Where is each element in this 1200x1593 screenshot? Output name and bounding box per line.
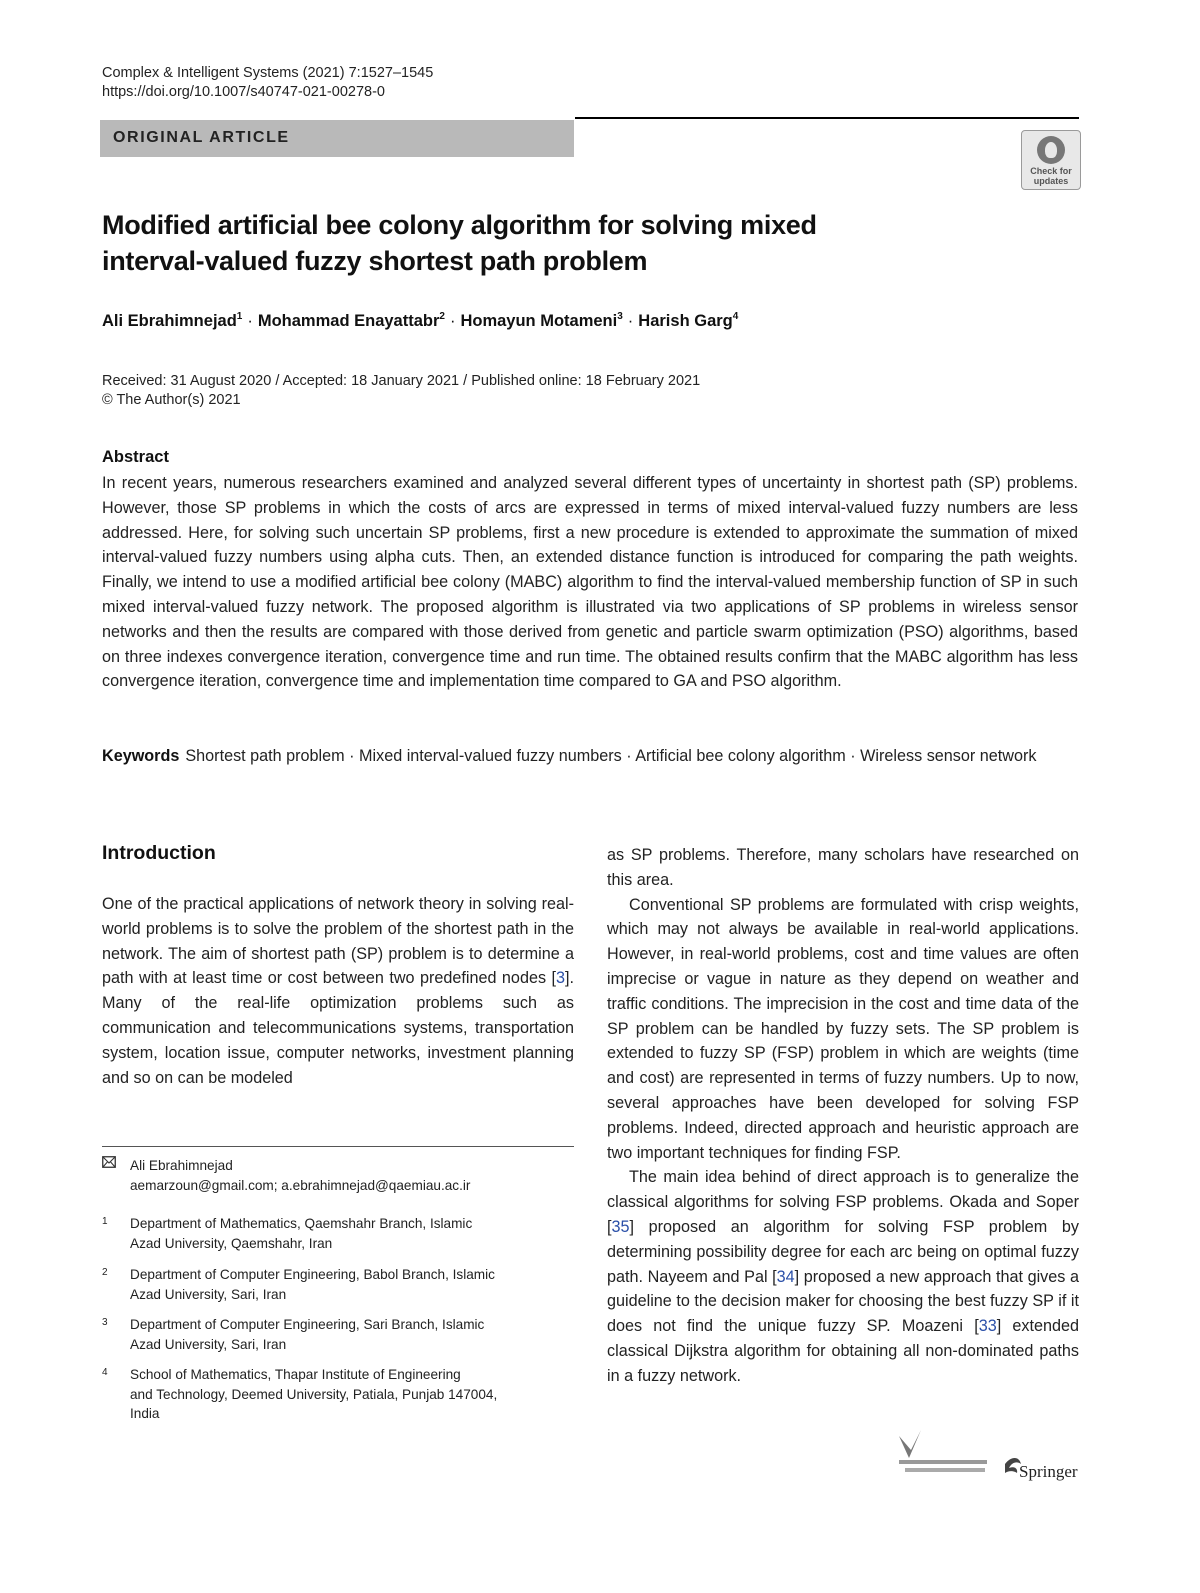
- footnote-rule: [102, 1146, 574, 1147]
- affiliation-line: India: [130, 1406, 160, 1421]
- publication-history: Received: 31 August 2020 / Accepted: 18 January 2021 / Published online: 18 February 2021: [102, 373, 701, 389]
- author-separator: ·: [247, 312, 253, 330]
- citation-link[interactable]: 35: [611, 1217, 630, 1236]
- paragraph-text: ] extended classical Dijkstra algorithm for obtaining all non-dominated paths in a fuzzy network.: [607, 1317, 1079, 1385]
- left-column: [102, 892, 574, 1090]
- title-line-1: Modified artificial bee colony algorithm for solving mixed: [102, 210, 817, 240]
- affiliation-line: Azad University, Sari, Iran: [130, 1336, 287, 1352]
- paragraph-text: One of the practical applications of network theory in solving real-world problems is to solve the problem of the shortest path in the network. The aim of shortest path (SP) problem is to determine a path with at least time or cost between two predefined nodes [: [102, 895, 574, 988]
- publisher-name: Springer: [1019, 1462, 1078, 1481]
- article-type-label: ORIGINAL ARTICLE: [113, 129, 290, 146]
- journal-line: Complex & Intelligent Systems (2021) 7:1527–1545: [102, 65, 434, 81]
- title-line-2: interval-valued fuzzy shortest path problem: [102, 246, 648, 276]
- paragraph-text: ] proposed an algorithm for solving FSP problem by determining possibility degree for each arc being on optimal fuzzy path. Nayeem and Pal [: [607, 1217, 1079, 1286]
- introduction-heading: Introduction: [102, 842, 216, 864]
- citation-link[interactable]: 34: [776, 1267, 795, 1286]
- paragraph: [102, 892, 574, 1090]
- check-for-updates-badge[interactable]: [1021, 130, 1081, 190]
- affiliation-line: Department of Mathematics, Qaemshahr Branch, Islamic: [130, 1216, 473, 1231]
- keywords-label: Keywords: [102, 747, 180, 765]
- paper-title: [102, 207, 1002, 279]
- author-list: [102, 311, 738, 331]
- affiliation: [130, 1315, 570, 1354]
- affiliation-number: 1: [102, 1216, 108, 1227]
- affiliation-line: Department of Computer Engineering, Sari Branch, Islamic: [130, 1317, 485, 1332]
- doi-link[interactable]: https://doi.org/10.1007/s40747-021-00278-0: [102, 84, 385, 100]
- corresponding-author-name: Ali Ebrahimnejad: [130, 1158, 233, 1173]
- paragraph: as SP problems. Therefore, many scholars have researched on this area.: [607, 846, 1079, 889]
- citation-link[interactable]: 3: [555, 969, 565, 988]
- paragraph-text: ] proposed a new approach that gives a guideline to the decision maker for choosing the best fuzzy SP if it does not find the unique fuzzy SP. Moazeni [: [607, 1267, 1079, 1336]
- keywords-text: Shortest path problem · Mixed interval-valued fuzzy numbers · Artificial bee colony algorithm · Wireless sensor network: [185, 747, 1037, 765]
- paragraph: Conventional SP problems are formulated with crisp weights, which may not always be available in real-world applications. However, in real-world problems, cost and time values are often imprecise or vague in nature as they depend on weather and traffic conditions. The imprecision in the cost and time data of the SP problem can be handled by fuzzy sets. The SP problem is extended to fuzzy SP (FSP) problem in which are weights (time and cost) are represented in terms of fuzzy numbers. Up to now, several approaches have been developed for solving FSP problems. Indeed, directed approach and heuristic approach are two important techniques for finding FSP.: [607, 895, 1079, 1162]
- corresponding-author-email[interactable]: aemarzoun@gmail.com; a.ebrahimnejad@qaemiau.ac.ir: [130, 1177, 471, 1193]
- copyright-line: © The Author(s) 2021: [102, 392, 241, 408]
- paragraph-text: The main idea behind of direct approach is to generalize the classical algorithms for solving FSP problems. Okada and Soper [: [607, 1168, 1079, 1236]
- corresponding-author: [130, 1156, 570, 1195]
- author-name[interactable]: Homayun Motameni: [460, 312, 618, 330]
- affiliation-line: and Technology, Deemed University, Patiala, Punjab 147004,: [130, 1386, 498, 1402]
- author-affiliation: 1: [236, 311, 243, 322]
- header-rule: [575, 117, 1079, 119]
- keywords: [102, 744, 1078, 769]
- affiliation-line: Azad University, Sari, Iran: [130, 1286, 287, 1302]
- affiliation-line: School of Mathematics, Thapar Institute of Engineering: [130, 1367, 461, 1382]
- author-affiliation: 4: [732, 311, 739, 322]
- author-separator: ·: [627, 312, 634, 330]
- affiliation: [130, 1214, 570, 1253]
- affiliation: [130, 1265, 570, 1304]
- author-name[interactable]: Ali Ebrahimnejad: [102, 312, 237, 330]
- affiliation-line: Department of Computer Engineering, Babol Branch, Islamic: [130, 1267, 495, 1282]
- author-affiliation: 2: [439, 311, 445, 322]
- publisher-logos: [895, 1428, 1085, 1488]
- paragraph: [607, 1165, 1079, 1388]
- author-name[interactable]: Harish Garg: [638, 312, 733, 330]
- affiliation-number: 2: [102, 1267, 108, 1278]
- paragraph-text: ]. Many of the real-life optimization problems such as communication and telecommunications systems, transportation system, location issue, computer networks, investment planning and so on can be modeled: [102, 969, 574, 1087]
- article-type-banner: [100, 120, 574, 157]
- right-column: [607, 843, 1079, 1389]
- envelope-icon: [102, 1154, 116, 1174]
- crossmark-label: Check for updates: [1030, 166, 1072, 186]
- abstract-heading: Abstract: [102, 448, 169, 466]
- affiliation-number: 4: [102, 1367, 108, 1378]
- abstract-text: In recent years, numerous researchers examined and analyzed several different types of uncertainty in shortest path (SP) problems. However, those SP problems in which the costs of arcs are expressed in terms of mixed interval-valued fuzzy numbers are less addressed. Here, for solving such uncertain SP problems, first a new procedure is extended to approximate the summation of mixed interval-valued fuzzy numbers using alpha cuts. Then, an extended distance function is introduced for comparing the path weights. Finally, we intend to use a modified artificial bee colony (MABC) algorithm to find the interval-valued membership function of SP in such mixed interval-valued fuzzy network. The proposed algorithm is illustrated via two applications of SP problems in wireless sensor networks and then the results are compared with those derived from genetic and particle swarm optimization (PSO) algorithms, based on three indexes convergence iteration, convergence time and run time. The obtained results confirm that the MABC algorithm has less convergence iteration, convergence time and implementation time compared to GA and PSO algorithm.: [102, 474, 1078, 691]
- affiliation: [130, 1365, 570, 1424]
- author-affiliation: 3: [617, 311, 623, 322]
- crossmark-icon: [1037, 136, 1065, 164]
- affiliation-number: 3: [102, 1317, 108, 1328]
- citation-link[interactable]: 33: [978, 1317, 997, 1336]
- author-name[interactable]: Mohammad Enayattabr: [257, 312, 440, 330]
- author-separator: ·: [449, 312, 456, 330]
- publication-dates: [102, 372, 700, 410]
- journal-citation: [102, 64, 433, 102]
- affiliation-line: Azad University, Qaemshahr, Iran: [130, 1235, 333, 1251]
